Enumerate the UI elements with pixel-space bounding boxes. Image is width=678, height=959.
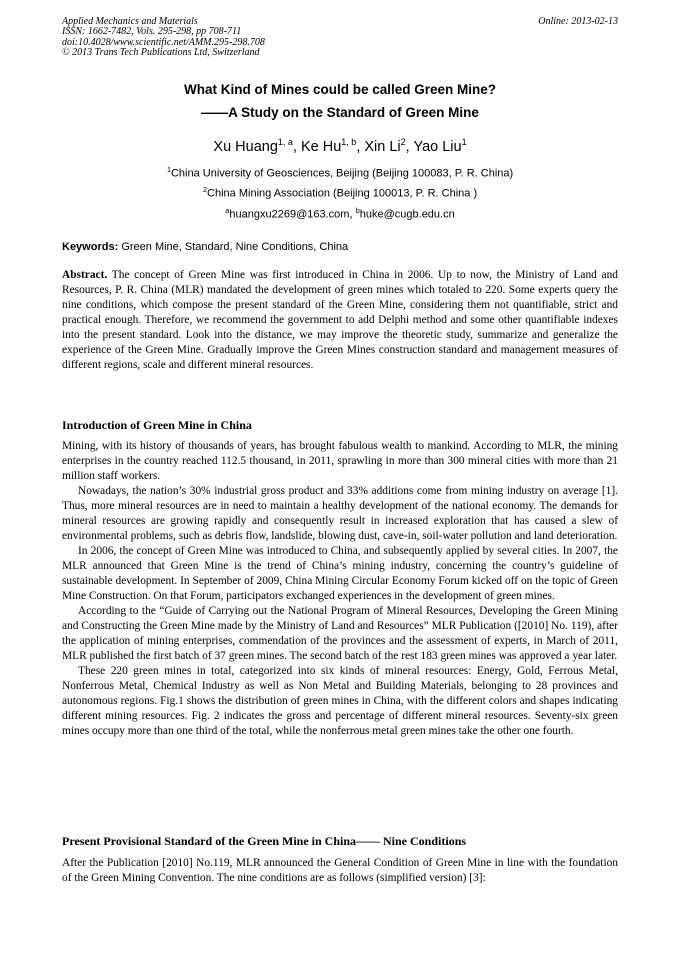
- author-affiliation-mark: 1, a: [277, 137, 293, 147]
- copyright-line: © 2013 Trans Tech Publications Ltd, Switzerland: [62, 47, 260, 59]
- section-heading: Present Provisional Standard of the Green Mine in China—— Nine Conditions: [62, 834, 467, 848]
- affiliation-1: [62, 165, 618, 180]
- citation-block: [62, 17, 618, 59]
- email-link[interactable]: huangxu2269@163.com: [229, 208, 350, 221]
- author-list: Xu Huang$^{1, a}$, Ke Hu$^{1, b}$, Xin Li$^2$, Yao Liu$^1$: [213, 137, 467, 155]
- affiliation-mark: 1: [166, 165, 171, 174]
- abstract-label: Abstract.: [62, 269, 108, 281]
- affiliation-2: [62, 185, 618, 200]
- author-emails: $^a$huangxu2269@163.com, $^b$huke@cugb.edu.cn: [225, 206, 455, 221]
- keywords: [62, 241, 618, 253]
- author-name: Xin Li: [364, 138, 401, 155]
- paper-subtitle: ——A Study on the Standard of Green Mine: [201, 105, 479, 120]
- paragraph: Nowadays, the nation’s 30% industrial gross product and 33% additions come from mining industry on average [1]. Thus, more mineral resources are in need to maintain a healthy development of the national economy. The demands for mineral resources are growing rapidly and consequently result in increased exploration that has caused a slew of environmental problems, such as debris flow, landslide, blowing dust, cave-in, soil-water pollution and land deterioration.: [62, 485, 618, 542]
- paragraph: These 220 green mines in total, categorized into six kinds of mineral resources: Energy, Gold, Ferrous Metal, Nonferrous Metal, Chemical Industry as well as Non Metal and Building Materials, belonging to 28 provinces and autonomous regions. Fig.1 shows the distribution of green mines in China, with the different colors and shapes indicating different mining resources. Fig. 2 indicates the gross and percentage of different mineral resources. Seventy-six green mines occupy more than one third of the total, while the nonferrous metal green mines take the other one fourth.: [62, 665, 618, 737]
- paragraph: Mining, with its history of thousands of years, has brought fabulous wealth to mankind. According to MLR, the mining enterprises in the country reached 112.5 thousand, in 2011, sprawling in more than 300 mineral cities with more than 21 million staff workers.: [62, 440, 618, 482]
- author-affiliation-mark: 2: [400, 137, 406, 147]
- paragraph: According to the “Guide of Carrying out the National Program of Mineral Resources, Developing the Green Mining and Constructing the Green Mine made by the Ministry of Land and Resources” MLR Publication ([2010] No. 119), after the application of mining enterprises, commendation of the provinces and the assessment of experts, in March of 2011, MLR published the first batch of 37 green mines. The second batch of the rest 183 green mines was approved a year later.: [62, 605, 618, 662]
- author-affiliation-mark: 1, b: [341, 137, 357, 147]
- email-link[interactable]: huke@cugb.edu.cn: [359, 208, 455, 221]
- email-mark: a: [225, 206, 230, 215]
- abstract-text: The concept of Green Mine was first introduced in China in 2006. Up to now, the Ministry of Land and Resources, P. R. China (MLR) mandated the development of green mines which totaled to 220. Some experts query the nine conditions, which compose the present standard of the Green Mine, considering them not quantifiable, strict and practical enough. Therefore, we recommend the government to add Delphi method and some other quantifiable indexes into the present standard. Look into the distance, we may improve the theoretic study, summarize and generalize the experience of the Green Mine. Gradually improve the Green Mines construction standard and management measures of different regions, scale and different mineral resources.: [62, 269, 618, 371]
- issn-line: ISSN: 1662-7482, Vols. 295-298, pp 708-711: [62, 26, 242, 38]
- journal-header: [62, 17, 618, 59]
- author-affiliation-mark: 1: [461, 137, 467, 147]
- author-name: Yao Liu: [413, 138, 462, 155]
- section-heading: Introduction of Green Mine in China: [62, 418, 252, 432]
- online-date: Online: 2013-02-13: [538, 16, 618, 27]
- paragraph: After the Publication [2010] No.119, MLR announced the General Condition of Green Mine in line with the foundation of the Green Mining Convention. The nine conditions are as follows (simplified version) [3]:: [62, 857, 618, 884]
- affiliation-text: China Mining Association (Beijing 100013, P. R. China ): [207, 187, 478, 200]
- keywords-label: Keywords:: [62, 241, 119, 253]
- paper-title: What Kind of Mines could be called Green Mine?: [183, 82, 497, 97]
- doi-line: doi:10.4028/www.scientific.net/AMM.295-298.708: [62, 36, 265, 48]
- keywords-text: Green Mine, Standard, Nine Conditions, China: [121, 241, 349, 253]
- email-mark: b: [355, 206, 360, 215]
- affiliation-text: China University of Geosciences, Beijing (Beijing 100083, P. R. China): [170, 167, 514, 180]
- journal-name: Applied Mechanics and Materials: [62, 16, 198, 27]
- abstract: [62, 268, 618, 373]
- author-name: Xu Huang: [213, 138, 278, 155]
- affiliation-mark: 2: [202, 185, 208, 194]
- paragraph: In 2006, the concept of Green Mine was introduced to China, and subsequently applied by several cities. In 2007, the MLR announced that Green Mine is the trend of China’s mining industry, concerning the country’s guideline of sustainable development. In September of 2009, China Mining Circular Economy Forum kicked off on the topic of Green Mine Construction. On that Forum, participators exchanged experiences in the development of green mines.: [62, 545, 618, 602]
- author-name: Ke Hu: [300, 138, 342, 155]
- introduction-body: [62, 439, 618, 739]
